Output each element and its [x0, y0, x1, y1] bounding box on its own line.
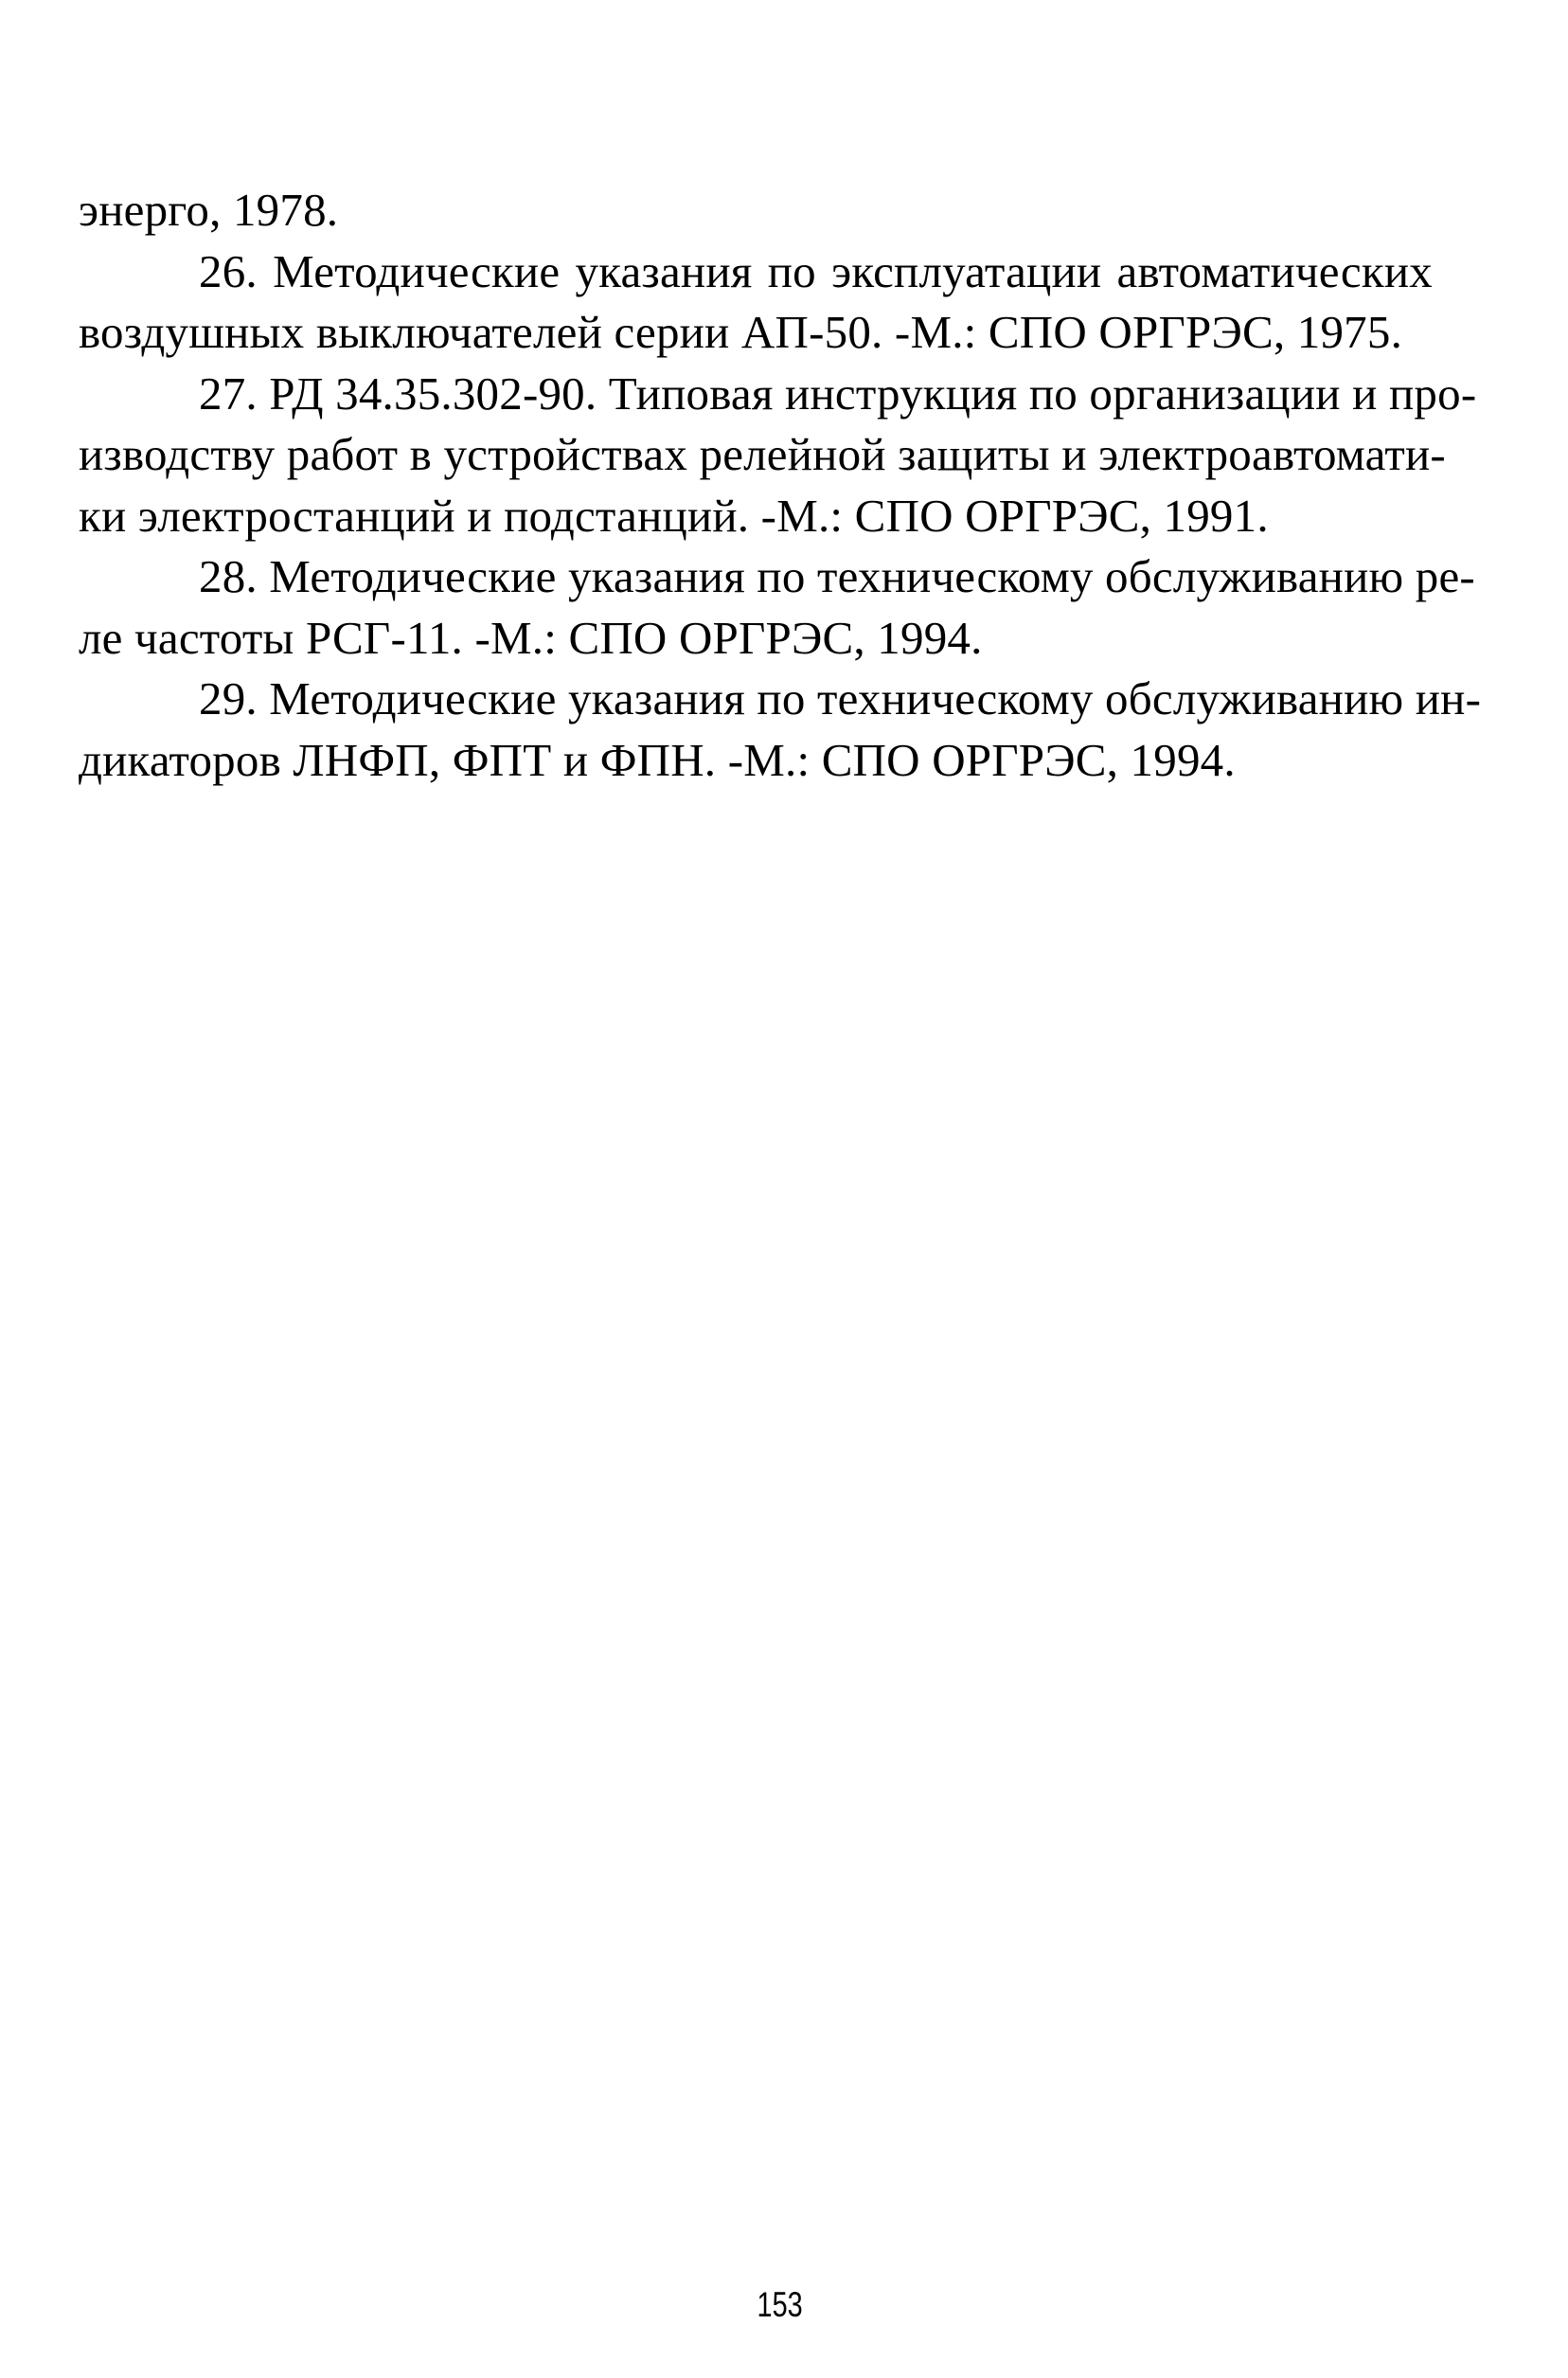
reference-29-line-1: 29. Методические указания по техническому обслуживанию ин-: [199, 672, 1482, 724]
reference-28-line-1: 28. Методические указания по техническому обслуживанию ре-: [199, 550, 1475, 602]
reference-continuation-line: энерго, 1978.: [79, 184, 339, 236]
reference-28-line-2: ле частоты РСГ-11. -М.: СПО ОРГРЭС, 1994.: [79, 611, 983, 664]
reference-list: [79, 180, 1482, 791]
reference-27-line-3: ки электростанций и подстанций. -М.: СПО ОРГРЭС, 1991.: [79, 489, 1269, 542]
reference-27-line-1: 27. РД 34.35.302-90. Типовая инструкция по организации и про-: [199, 367, 1477, 420]
page-number: 153: [757, 2285, 803, 2324]
reference-26-line-2: воздушных выключателей серии АП-50. -М.: СПО ОРГРЭС, 1975.: [79, 306, 1403, 358]
reference-26-line-1: 26. Методические указания по эксплуатации автоматических: [199, 244, 1433, 297]
reference-27-line-2: изводству работ в устройствах релейной защиты и электроавтомати-: [79, 428, 1446, 480]
reference-29-line-2: дикаторов ЛНФП, ФПТ и ФПН. -М.: СПО ОРГРЭС, 1994.: [79, 733, 1236, 786]
